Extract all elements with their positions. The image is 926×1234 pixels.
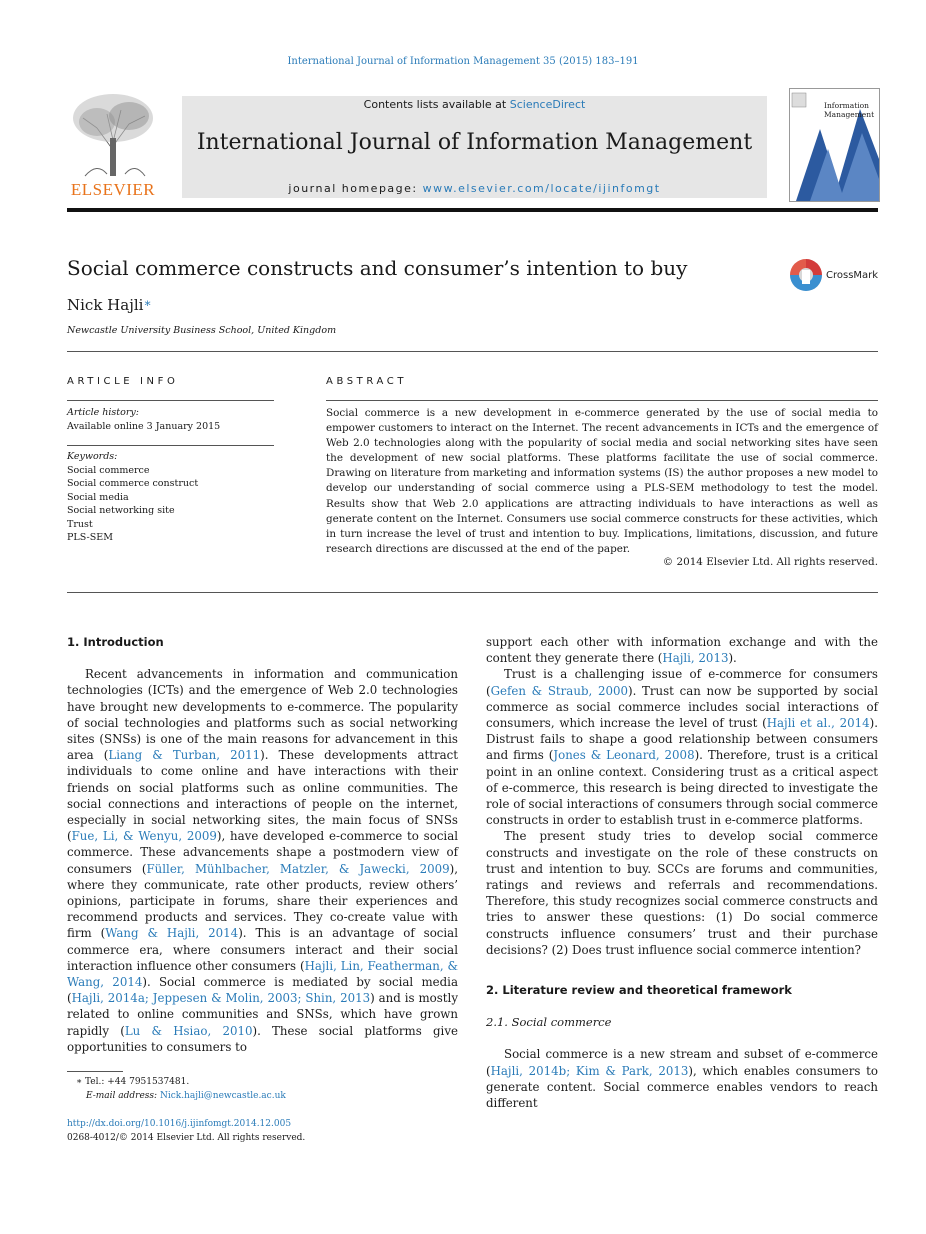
journal-reference-link[interactable]: International Journal of Information Management 35 (2015) 183–191: [287, 56, 639, 67]
body-column-left: [67, 634, 458, 1055]
text-run: ), where they communicate, rate other products, review others’ opinions, participate in forums, share their experiences and recommend products and services. They co-create value with firm (: [67, 861, 459, 941]
elsevier-tree-icon: [67, 88, 159, 180]
issn-line: 0268-4012/© 2014 Elsevier Ltd. All rights reserved.: [67, 1133, 306, 1143]
sciencedirect-link[interactable]: ScienceDirect: [509, 98, 586, 111]
author-name-text: Nick Hajli: [67, 296, 144, 314]
keywords-divider: [67, 445, 274, 446]
elsevier-logo[interactable]: [67, 88, 179, 200]
crossmark-label: CrossMark: [826, 270, 879, 281]
text-run: ). Distrust fails to shape a good relationship between consumers and firms (: [486, 716, 878, 763]
article-history: [67, 406, 274, 433]
text-run: ). These social platforms give opportunities to consumers to: [67, 1023, 458, 1054]
citation-link[interactable]: Hajli, 2014b; Kim & Park, 2013: [490, 1063, 689, 1078]
citation-link[interactable]: Hajli et al., 2014: [766, 716, 870, 731]
journal-banner: [182, 96, 767, 198]
cover-title-line-2: Management: [824, 110, 875, 119]
citation-link[interactable]: Hajli, Lin, Featherman, & Wang, 2014: [67, 958, 459, 990]
header-divider: [67, 208, 878, 212]
history-label: Article history:: [67, 407, 139, 418]
citation-link[interactable]: Wang & Hajli, 2014: [105, 926, 239, 941]
homepage-line: [182, 182, 767, 195]
cover-title: [824, 101, 874, 119]
contents-prefix: Contents lists available at: [363, 98, 510, 111]
article-info-heading: ARTICLE INFO: [67, 376, 179, 387]
keywords-block: [67, 450, 274, 545]
paragraph: [486, 634, 878, 666]
keyword-item: Social networking site: [67, 505, 175, 516]
abstract-heading: ABSTRACT: [326, 376, 408, 387]
author-footnote-link[interactable]: ∗: [143, 296, 152, 310]
paragraph: The present study tries to develop social commerce constructs and investigate on the role of these constructs on trust and intention to buy. SCCs are forums and communities, ratings and reviews and referrals and recommendations. Therefore, this study recognizes social commerce constructs and tries to answer these questions: (1) Do social commerce constructs influence consumers’ trust and their purchase decisions? (2) Does trust influence social commerce intention?: [486, 829, 878, 957]
journal-header: [67, 88, 878, 208]
abstract-divider: [326, 400, 878, 401]
text-run: Trust is a challenging issue of e-commerce for consumers (: [486, 667, 878, 698]
homepage-prefix: journal homepage:: [288, 182, 423, 195]
citation-link[interactable]: Hajli, 2014a; Jeppesen & Molin, 2003; Shin, 2013: [71, 991, 371, 1006]
citation-link[interactable]: Jones & Leonard, 2008: [553, 748, 695, 763]
article-info-divider: [67, 400, 274, 401]
section-2-1-heading: 2.1. Social commerce: [486, 1015, 612, 1030]
text-run: support each other with information exchange and with the content they generate there (: [486, 635, 878, 666]
contents-line: [182, 98, 767, 111]
cover-title-line-1: Information: [824, 101, 870, 110]
keyword-item: PLS-SEM: [67, 532, 113, 543]
text-run: ). This is an advantage of social commerce era, where consumers interact and their social interaction influence other consumers (: [67, 926, 458, 973]
text-run: ). Social commerce is mediated by social media (: [67, 975, 458, 1006]
keyword-item: Social media: [67, 491, 129, 503]
keyword-item: Social commerce: [67, 464, 150, 476]
text-run: ). These developments attract individuals to come online and have interactions with their friends on social platforms such as online communities. The social connections and interactions of people on the internet, especially in social networking sites, the main focus of SNSs (: [67, 748, 458, 844]
citation-link[interactable]: Lu & Hsiao, 2010: [124, 1023, 253, 1038]
text-run: ).: [728, 651, 737, 666]
footnote-email: [86, 1090, 286, 1103]
text-run: Recent advancements in information and communication technologies (ICTs) and the emergence of Web 2.0 technologies have brought new developments to e-commerce. The popularity of social technologies and platforms such as social networking sites (SNSs) is one of the main reasons for advancement in this area (: [67, 667, 458, 763]
crossmark-icon: [789, 258, 823, 292]
citation-link[interactable]: Füller, Mühlbacher, Matzler, & Jawecki, 2009: [146, 861, 450, 876]
text-run: ), have developed e-commerce to social commerce. These advancements shape a postmodern view of consumers (: [67, 829, 458, 876]
journal-cover-thumbnail[interactable]: [789, 88, 880, 202]
footnote-divider: [67, 1071, 123, 1072]
keywords-label: Keywords:: [67, 451, 118, 462]
keyword-item: Trust: [67, 518, 93, 530]
elsevier-wordmark: ELSEVIER: [70, 180, 156, 199]
email-link[interactable]: Nick.hajli@newcastle.ac.uk: [159, 1091, 286, 1101]
paper-title: Social commerce constructs and consumer’s intention to buy: [67, 256, 688, 280]
intro-paragraph: [67, 666, 458, 1055]
text-run: ), which enables consumers to generate content. Social commerce enables vendors to reach different: [486, 1063, 878, 1111]
citation-link[interactable]: Gefen & Straub, 2000: [490, 683, 628, 698]
section-1-heading: 1. Introduction: [67, 635, 164, 649]
paragraph: [486, 1046, 878, 1111]
citation-link[interactable]: Hajli, 2013: [662, 651, 729, 666]
body-column-right: [486, 634, 878, 1111]
history-value: Available online 3 January 2015: [67, 420, 221, 432]
section-2-heading: 2. Literature review and theoretical framework: [486, 983, 792, 998]
text-run: Social commerce is a new stream and subset of e-commerce (: [486, 1047, 878, 1078]
affiliation: Newcastle University Business School, United Kingdom: [67, 325, 337, 336]
crossmark-badge[interactable]: [789, 258, 881, 294]
abstract-text: Social commerce is a new development in e-commerce generated by the use of social media to empower customers to interact on the Internet. The recent advancements in ICTs and the emergence of Web 2.0 technologies along with the popularity of social media and social networking sites have seen the development of new social platforms. These platforms facilitate the use of social commerce. Drawing on literature from marketing and information systems (IS) the author proposes a new model to develop our understanding of social commerce using a PLS-SEM methodology to test the model. Results show that Web 2.0 applications are attracting individuals to have interactions as well as generate content on the Internet. Consumers use social commerce constructs for these activities, which in turn increase the level of trust and intention to buy. Implications, limitations, discussion, and future research directions are discussed at the end of the paper.: [326, 407, 878, 555]
citation-link[interactable]: Liang & Turban, 2011: [108, 748, 261, 763]
keyword-item: Social commerce construct: [67, 478, 199, 489]
author-name: [67, 296, 152, 314]
footnote-tel: ∗ Tel.: +44 7951537481.: [76, 1077, 190, 1087]
journal-title: International Journal of Information Management: [196, 130, 753, 155]
abstract-bottom-divider: [67, 592, 878, 593]
text-run: ). Trust can now be supported by social commerce as social commerce includes social interactions of consumers, which increase the level of trust (: [486, 683, 878, 731]
doi-link[interactable]: http://dx.doi.org/10.1016/j.ijinfomgt.2014.12.005: [67, 1119, 292, 1129]
text-run: ). Therefore, trust is a critical point in an online context. Considering trust as a critical aspect of e-commerce, this research is being directed to investigate the role of social interactions of consumers through social commerce constructs in order to establish trust in e-commerce platforms.: [486, 748, 878, 828]
title-divider: [67, 351, 878, 352]
homepage-link[interactable]: www.elsevier.com/locate/ijinfomgt: [422, 182, 661, 195]
abstract-copyright: © 2014 Elsevier Ltd. All rights reserved.: [662, 556, 878, 568]
citation-link[interactable]: Fue, Li, & Wenyu, 2009: [71, 829, 217, 844]
text-run: ) and is mostly related to online communities and SNSs, which have grown rapidly (: [67, 991, 458, 1038]
paragraph: [486, 666, 878, 828]
email-label: E-mail address:: [86, 1091, 160, 1101]
